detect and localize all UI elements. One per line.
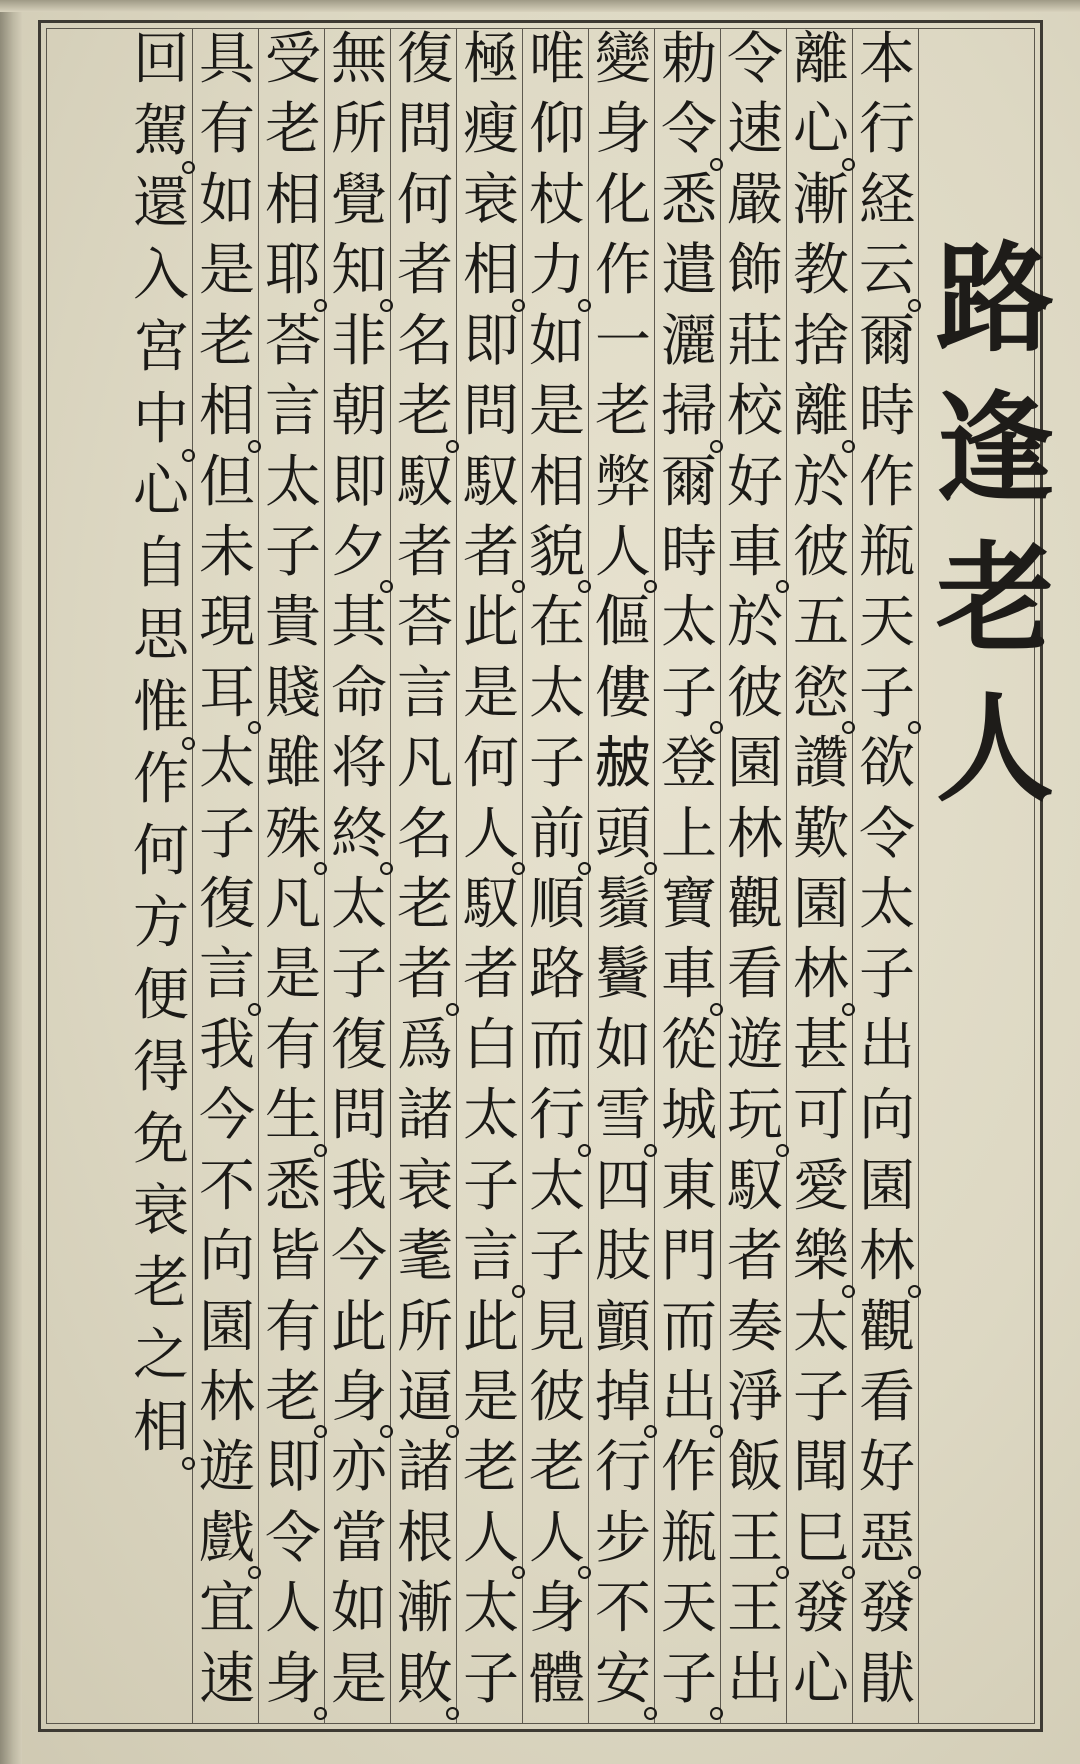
- text-column: 極 瘦 衰 相 即 問 馭 者 此 是 何 人 馭 者 白 太 子 言 此 是 老 人 太 子: [463, 27, 519, 1712]
- text-column: 復 問 何 者 名 老 馭 者 荅 言 凡 名 老 者 爲 諸 衰 耄 所 逼 諸 根 漸 敗: [390, 32, 460, 1722]
- chapter-title: [930, 229, 1060, 840]
- book-binding: [0, 0, 22, 1764]
- page-top-edge: [0, 0, 1080, 12]
- title-char: 老: [935, 529, 1054, 668]
- text-column: 唯 仰 杖 力 如 是 相 貌 在 太 子 前 順 路 而 行 太 子 見 彼 老 人 身 體: [529, 27, 585, 1712]
- title-char: 逢: [935, 379, 1054, 518]
- text-column: 回 駕 還 入 宮 中 心 自 思 惟 作 何 方 便 得 免 衰 老 之 相: [126, 32, 196, 1722]
- text-column: 令 速 嚴 飾 莊 校 好 車 於 彼 園 林 觀 看 遊 玩 馭 者 奏 淨 飯 王 王 出: [727, 27, 783, 1712]
- text-column: 無 所 覺 知 非 朝 即 夕 其 命 将 終 太 子 復 問 我 今 此 身 亦 當 如 是: [331, 27, 387, 1712]
- text-column: 勅 令 悉 遣 灑 掃 爾 時 太 子 登 上 寶 車 從 城 東 門 而 出 作 瓶 天 子: [654, 32, 724, 1722]
- text-column: 具 有 如 是 老 相 但 未 現 耳 太 子 復 言 我 今 不 向 園 林 遊 戲 宜 速: [199, 27, 255, 1712]
- text-column: 離 心 漸 教 捨 離 於 彼 五 慾 讚 歎 園 林 甚 可 愛 樂 太 子 聞 巳 發 心: [793, 27, 849, 1712]
- text-column: 受 老 相 耶 荅 言 太 子 貴 賤 雖 殊 凡 是 有 生 悉 皆 有 老 即 令 人 身: [258, 32, 328, 1722]
- title-char: 路: [935, 229, 1054, 368]
- text-column: 本 行 経 云 爾 時 作 瓶 天 子 欲 令 太 子 出 向 園 林 觀 看 好 惡 發 猒: [859, 27, 915, 1712]
- text-column: 變 身 化 作 一 老 弊 人 傴 僂 𧹞 頭 鬚 鬢 如 雪 四 肢 顫 掉 行 步 不 安: [588, 32, 658, 1722]
- title-char: 人: [935, 679, 1054, 818]
